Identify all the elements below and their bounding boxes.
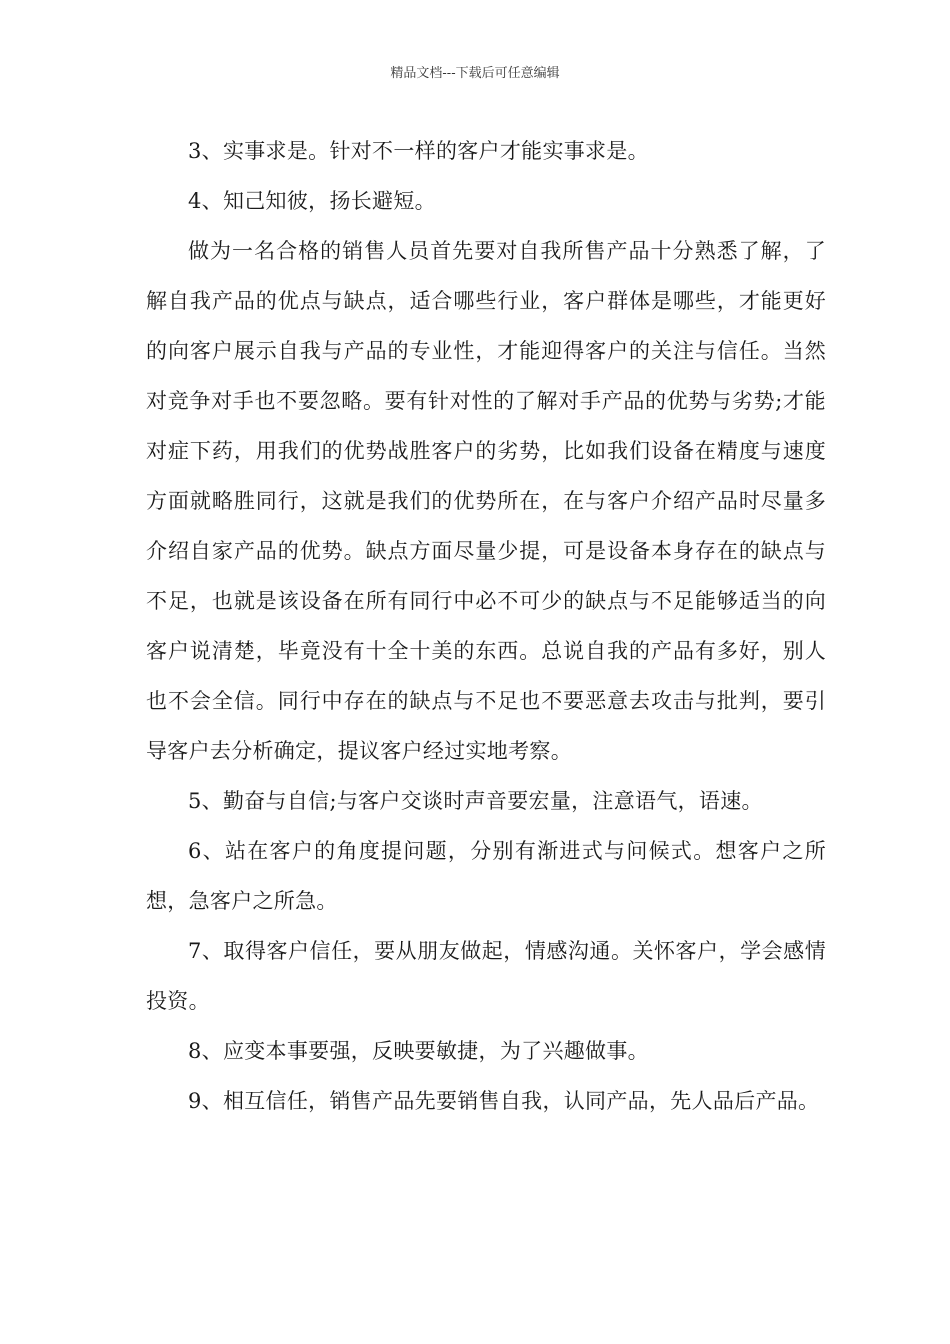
- paragraph-item-5: 5、勤奋与自信;与客户交谈时声音要宏量，注意语气，语速。: [188, 789, 763, 813]
- paragraph-item-4: 4、知己知彼，扬长避短。: [188, 189, 436, 213]
- paragraph-item-9: 9、相互信任，销售产品先要销售自我，认同产品，先人品后产品。: [188, 1089, 820, 1113]
- paragraph-item-8: 8、应变本事要强，反映要敏捷，为了兴趣做事。: [188, 1039, 649, 1063]
- paragraph-item-7: 7、取得客户信任，要从朋友做起，情感沟通。关怀客户，学会感情投资。: [146, 939, 826, 1013]
- document-body: [146, 126, 826, 1126]
- paragraph-product-knowledge: 做为一名合格的销售人员首先要对自我所售产品十分熟悉了解，了解自我产品的优点与缺点，适合哪些行业，客户群体是哪些，才能更好的向客户展示自我与产品的专业性，才能迎得客户的关注与信任。当然对竞争对手也不要忽略。要有针对性的了解对手产品的优势与劣势;才能对症下药，用我们的优势战胜客户的劣势，比如我们设备在精度与速度方面就略胜同行，这就是我们的优势所在，在与客户介绍产品时尽量多介绍自家产品的优势。缺点方面尽量少提，可是设备本身存在的缺点与不足，也就是该设备在所有同行中必不可少的缺点与不足能够适当的向客户说清楚，毕竟没有十全十美的东西。总说自我的产品有多好，别人也不会全信。同行中存在的缺点与不足也不要恶意去攻击与批判，要引导客户去分析确定，提议客户经过实地考察。: [146, 239, 826, 763]
- page-header: 精品文档---下载后可任意编辑: [390, 66, 560, 81]
- paragraph-item-3: 3、实事求是。针对不一样的客户才能实事求是。: [188, 139, 649, 163]
- paragraph-item-6: 6、站在客户的角度提问题，分别有渐进式与问候式。想客户之所想，急客户之所急。: [146, 839, 826, 913]
